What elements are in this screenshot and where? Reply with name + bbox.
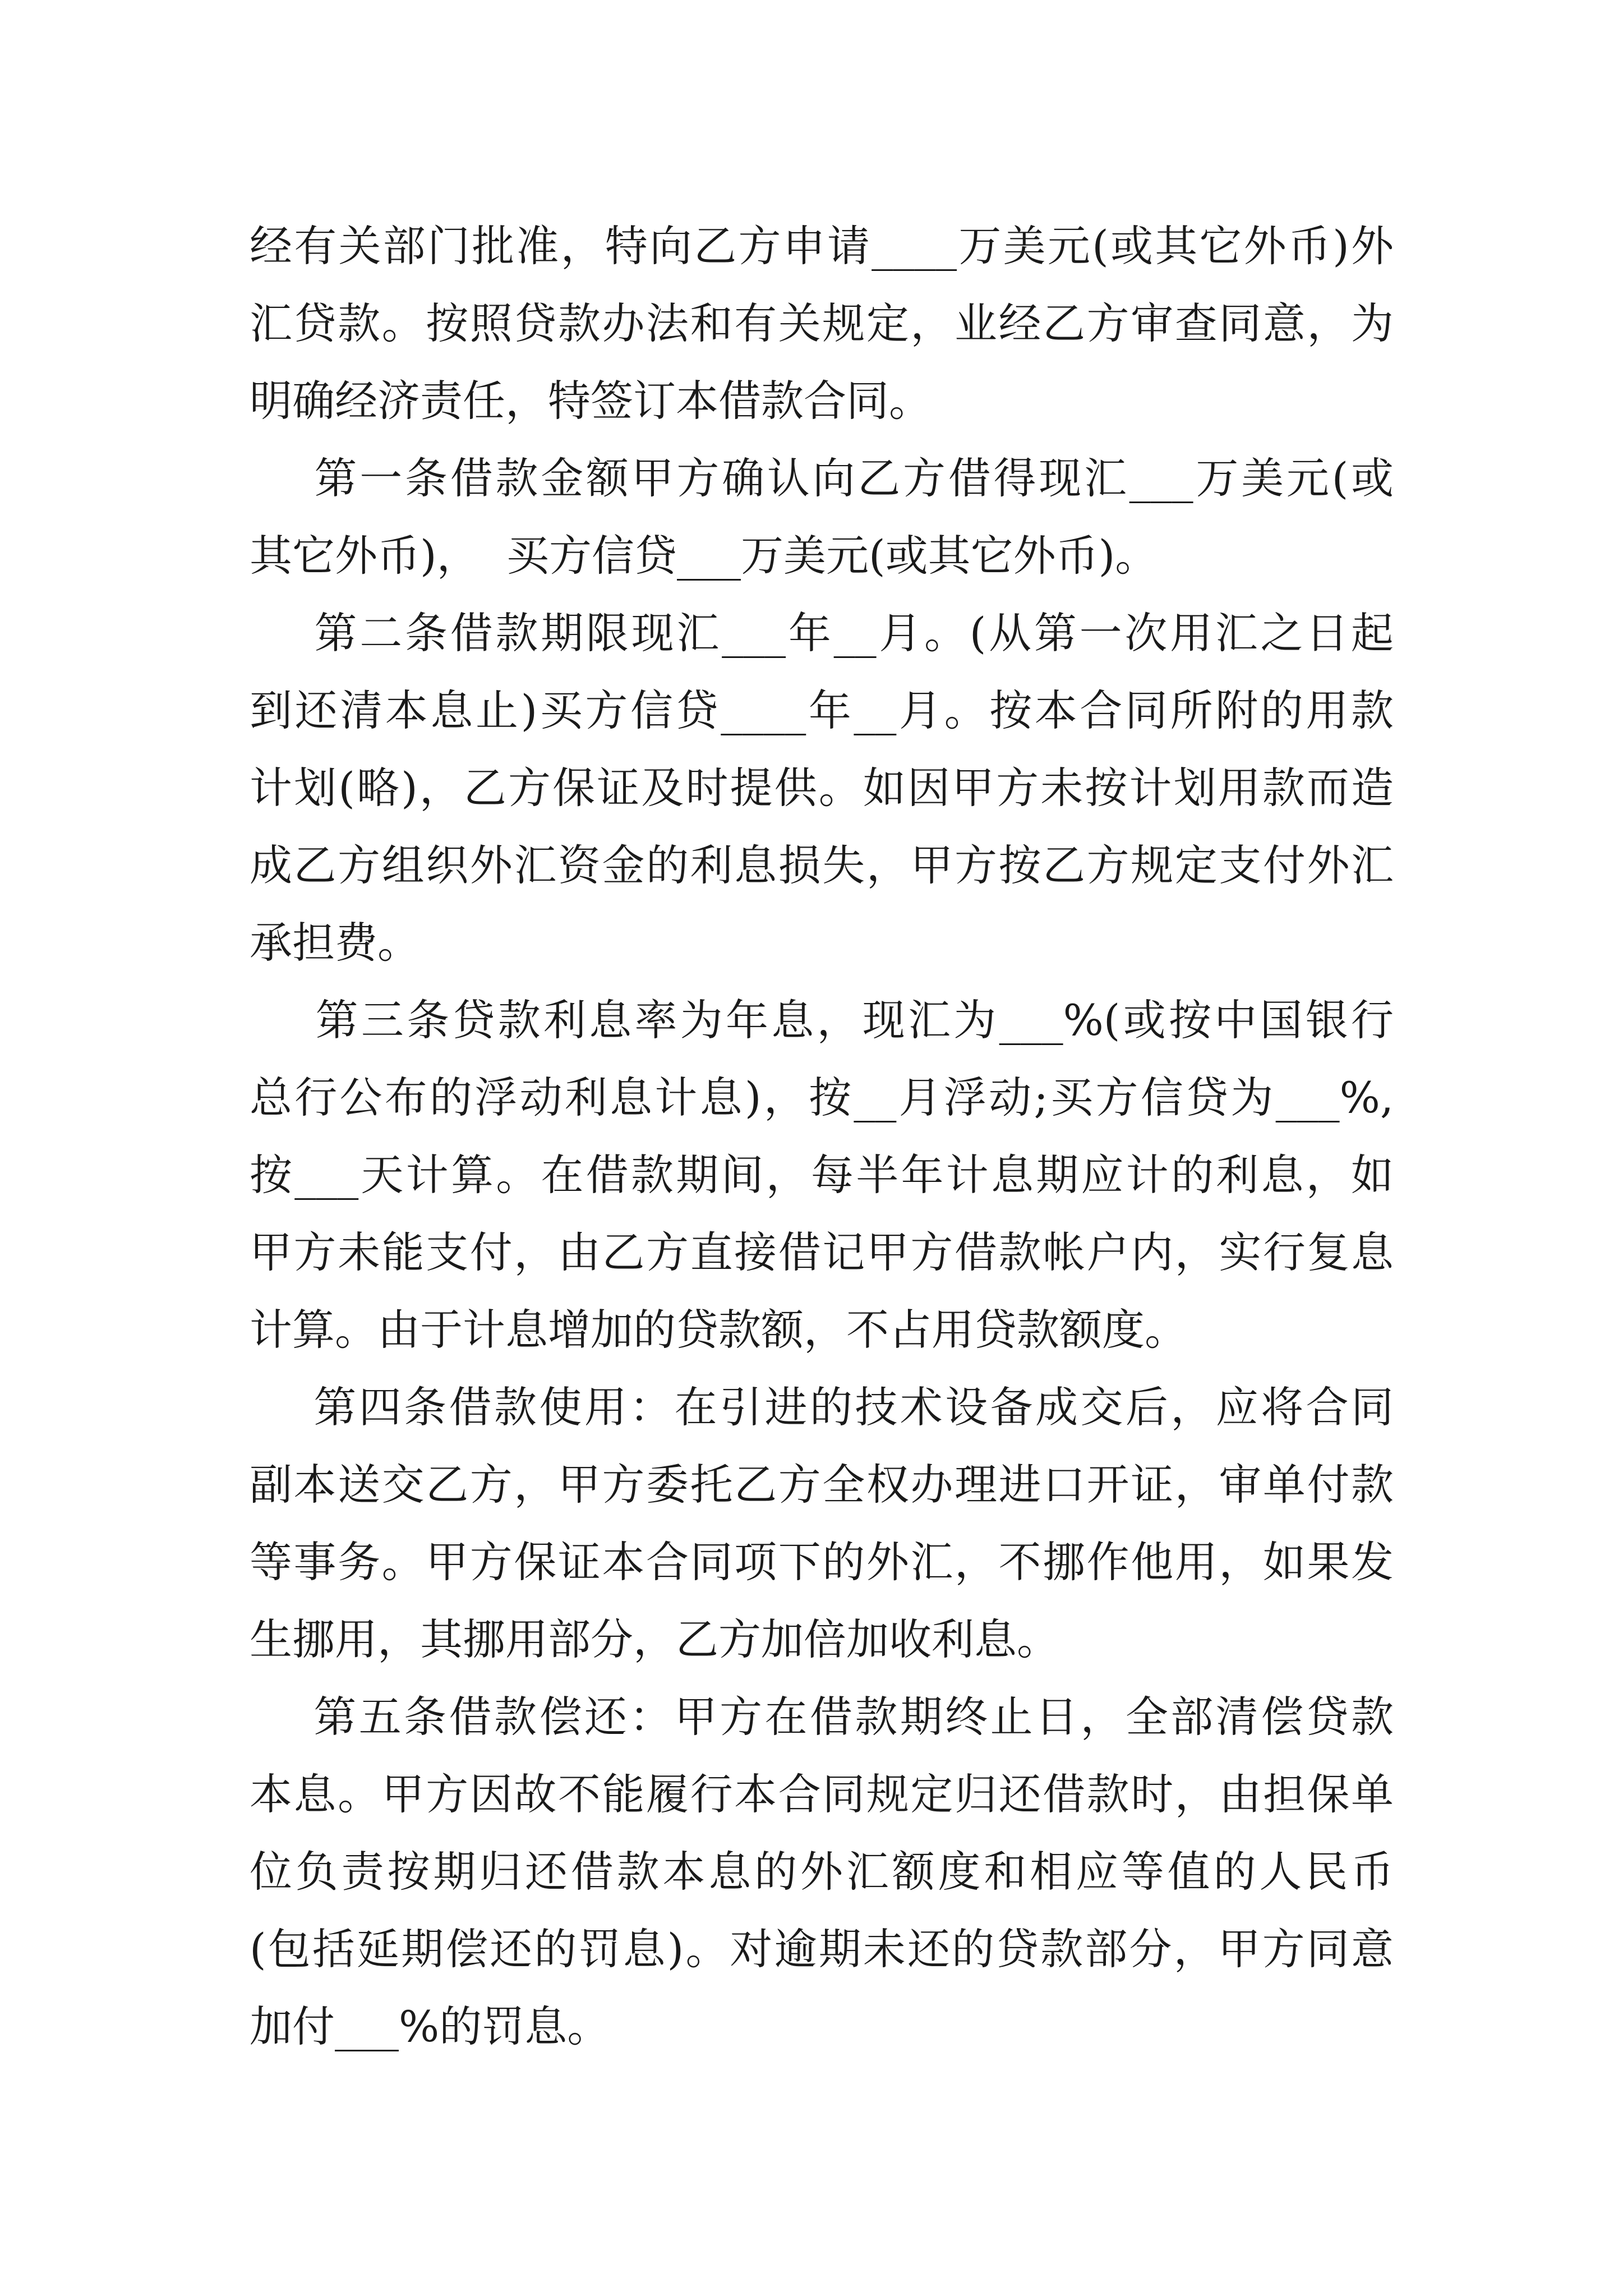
text-line: 计算。由于计息增加的贷款额，不占用贷款额度。 — [250, 1305, 1187, 1355]
paragraph-article-4 — [250, 1369, 1394, 1678]
text-line: 按___天计算。在借款期间，每半年计息期应计的利息，如 — [250, 1150, 1394, 1200]
text-line: 总行公布的浮动利息计息)，按__月浮动;买方信贷为___%, — [250, 1073, 1394, 1122]
text-line: 位负责按期归还借款本息的外汇额度和相应等值的人民币 — [250, 1847, 1394, 1897]
text-line: 生挪用，其挪用部分，乙方加倍加收利息。 — [250, 1614, 1059, 1664]
paragraph-article-5 — [250, 1678, 1394, 2065]
text-line: 副本送交乙方，甲方委托乙方全权办理进口开证，审单付款 — [250, 1460, 1394, 1510]
text-line: 承担费。 — [250, 918, 420, 968]
paragraph-article-2 — [250, 595, 1394, 982]
text-line: 到还清本息止)买方信贷____年__月。按本合同所附的用款 — [250, 685, 1394, 735]
paragraph-article-1 — [250, 440, 1394, 595]
text-line: 第三条贷款利息率为年息，现汇为___%(或按中国银行 — [250, 995, 1394, 1045]
text-line: 第五条借款偿还：甲方在借款期终止日，全部清偿贷款 — [250, 1692, 1394, 1742]
text-line: 本息。甲方因故不能履行本合同规定归还借款时，由担保单 — [250, 1769, 1394, 1819]
text-line: 第一条借款金额甲方确认向乙方借得现汇___万美元(或 — [250, 453, 1394, 503]
text-line: 明确经济责任，特签订本借款合同。 — [250, 376, 932, 426]
text-line: 经有关部门批准，特向乙方申请____万美元(或其它外币)外 — [250, 221, 1394, 271]
text-line: 第二条借款期限现汇___年__月。(从第一次用汇之日起 — [250, 608, 1394, 658]
text-line: 其它外币)， 买方信贷___万美元(或其它外币)。 — [250, 531, 1158, 581]
text-line: 成乙方组织外汇资金的利息损失，甲方按乙方规定支付外汇 — [250, 840, 1394, 890]
text-line: 加付___%的罚息。 — [250, 2001, 610, 2051]
text-line: 计划(略)，乙方保证及时提供。如因甲方未按计划用款而造 — [250, 763, 1394, 813]
paragraph-article-3 — [250, 982, 1394, 1369]
text-line: 等事务。甲方保证本合同项下的外汇，不挪作他用，如果发 — [250, 1537, 1394, 1587]
text-line: 汇贷款。按照贷款办法和有关规定，业经乙方审查同意，为 — [250, 298, 1394, 348]
contract-body — [250, 208, 1394, 2065]
paragraph-intro — [250, 208, 1394, 440]
text-line: (包括延期偿还的罚息)。对逾期未还的贷款部分，甲方同意 — [250, 1924, 1394, 1974]
text-line: 第四条借款使用：在引进的技术设备成交后，应将合同 — [250, 1382, 1394, 1432]
text-line: 甲方未能支付，由乙方直接借记甲方借款帐户内，实行复息 — [250, 1227, 1394, 1277]
